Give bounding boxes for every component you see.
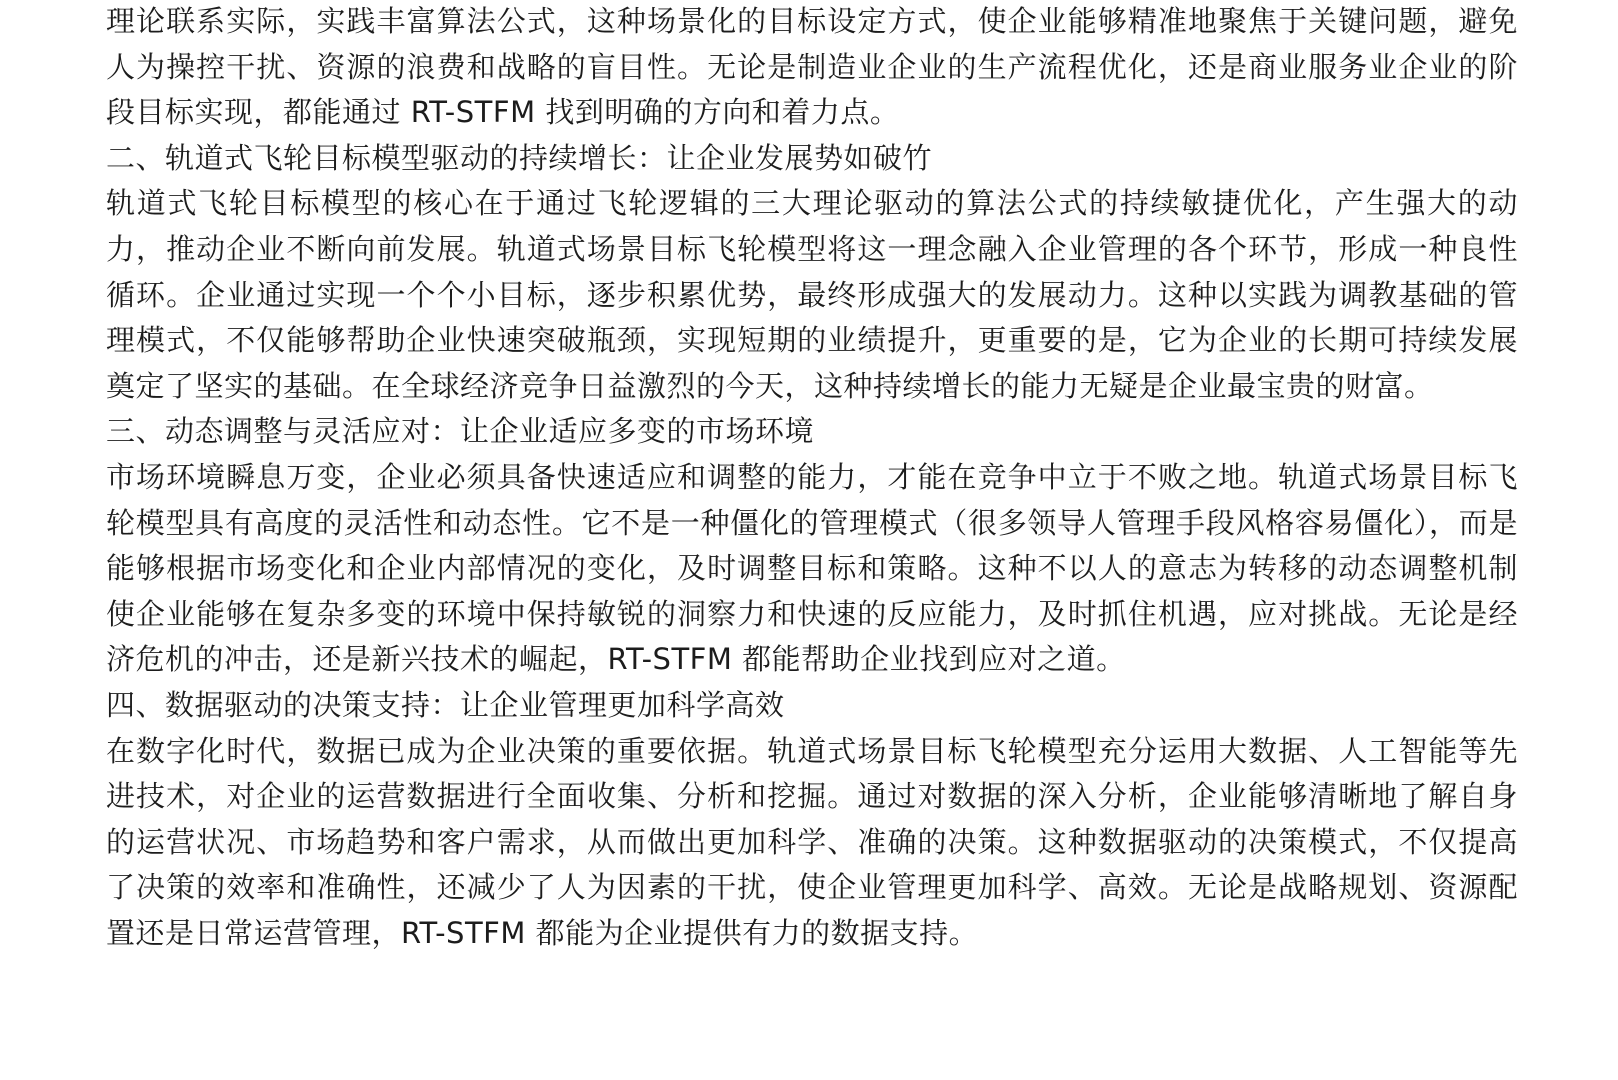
paragraph-section-2: 轨道式飞轮目标模型的核心在于通过飞轮逻辑的三大理论驱动的算法公式的持续敏捷优化，产生强大的动力，推动企业不断向前发展。轨道式场景目标飞轮模型将这一理念融入企业管理的各个环节，形成一种良性循环。企业通过实现一个个小目标，逐步积累优势，最终形成强大的发展动力。这种以实践为调教基础的管理模式，不仅能够帮助企业快速突破瓶颈，实现短期的业绩提升，更重要的是，它为企业的长期可持续发展奠定了坚实的基础。在全球经济竞争日益激烈的今天，这种持续增长的能力无疑是企业最宝贵的财富。	[106, 186, 1518, 403]
paragraph-section-4: 在数字化时代，数据已成为企业决策的重要依据。轨道式场景目标飞轮模型充分运用大数据、人工智能等先进技术，对企业的运营数据进行全面收集、分析和挖掘。通过对数据的深入分析，企业能够清晰地了解自身的运营状况、市场趋势和客户需求，从而做出更加科学、准确的决策。这种数据驱动的决策模式，不仅提高了决策的效率和准确性，还减少了人为因素的干扰，使企业管理更加科学、高效。无论是战略规划、资源配置还是日常运营管理，RT-STFM 都能为企业提供有力的数据支持。	[106, 733, 1518, 950]
paragraph-section-3: 市场环境瞬息万变，企业必须具备快速适应和调整的能力，才能在竞争中立于不败之地。轨道式场景目标飞轮模型具有高度的灵活性和动态性。它不是一种僵化的管理模式（很多领导人管理手段风格容易僵化），而是能够根据市场变化和企业内部情况的变化，及时调整目标和策略。这种不以人的意志为转移的动态调整机制使企业能够在复杂多变的环境中保持敏锐的洞察力和快速的反应能力，及时抓住机遇，应对挑战。无论是经济危机的冲击，还是新兴技术的崛起，RT-STFM 都能帮助企业找到应对之道。	[106, 459, 1518, 677]
paragraph-intro-continuation: 理论联系实际，实践丰富算法公式，这种场景化的目标设定方式，使企业能够精准地聚焦于关键问题，避免人为操控干扰、资源的浪费和战略的盲目性。无论是制造业企业的生产流程优化，还是商业服务业企业的阶段目标实现，都能通过 RT-STFM 找到明确的方向和着力点。	[106, 4, 1518, 130]
document-body	[106, 0, 1518, 956]
section-heading-2: 二、轨道式飞轮目标模型驱动的持续增长：让企业发展势如破竹	[106, 140, 933, 175]
section-heading-3: 三、动态调整与灵活应对：让企业适应多变的市场环境	[106, 414, 815, 449]
section-heading-4: 四、数据驱动的决策支持：让企业管理更加科学高效	[106, 687, 785, 722]
